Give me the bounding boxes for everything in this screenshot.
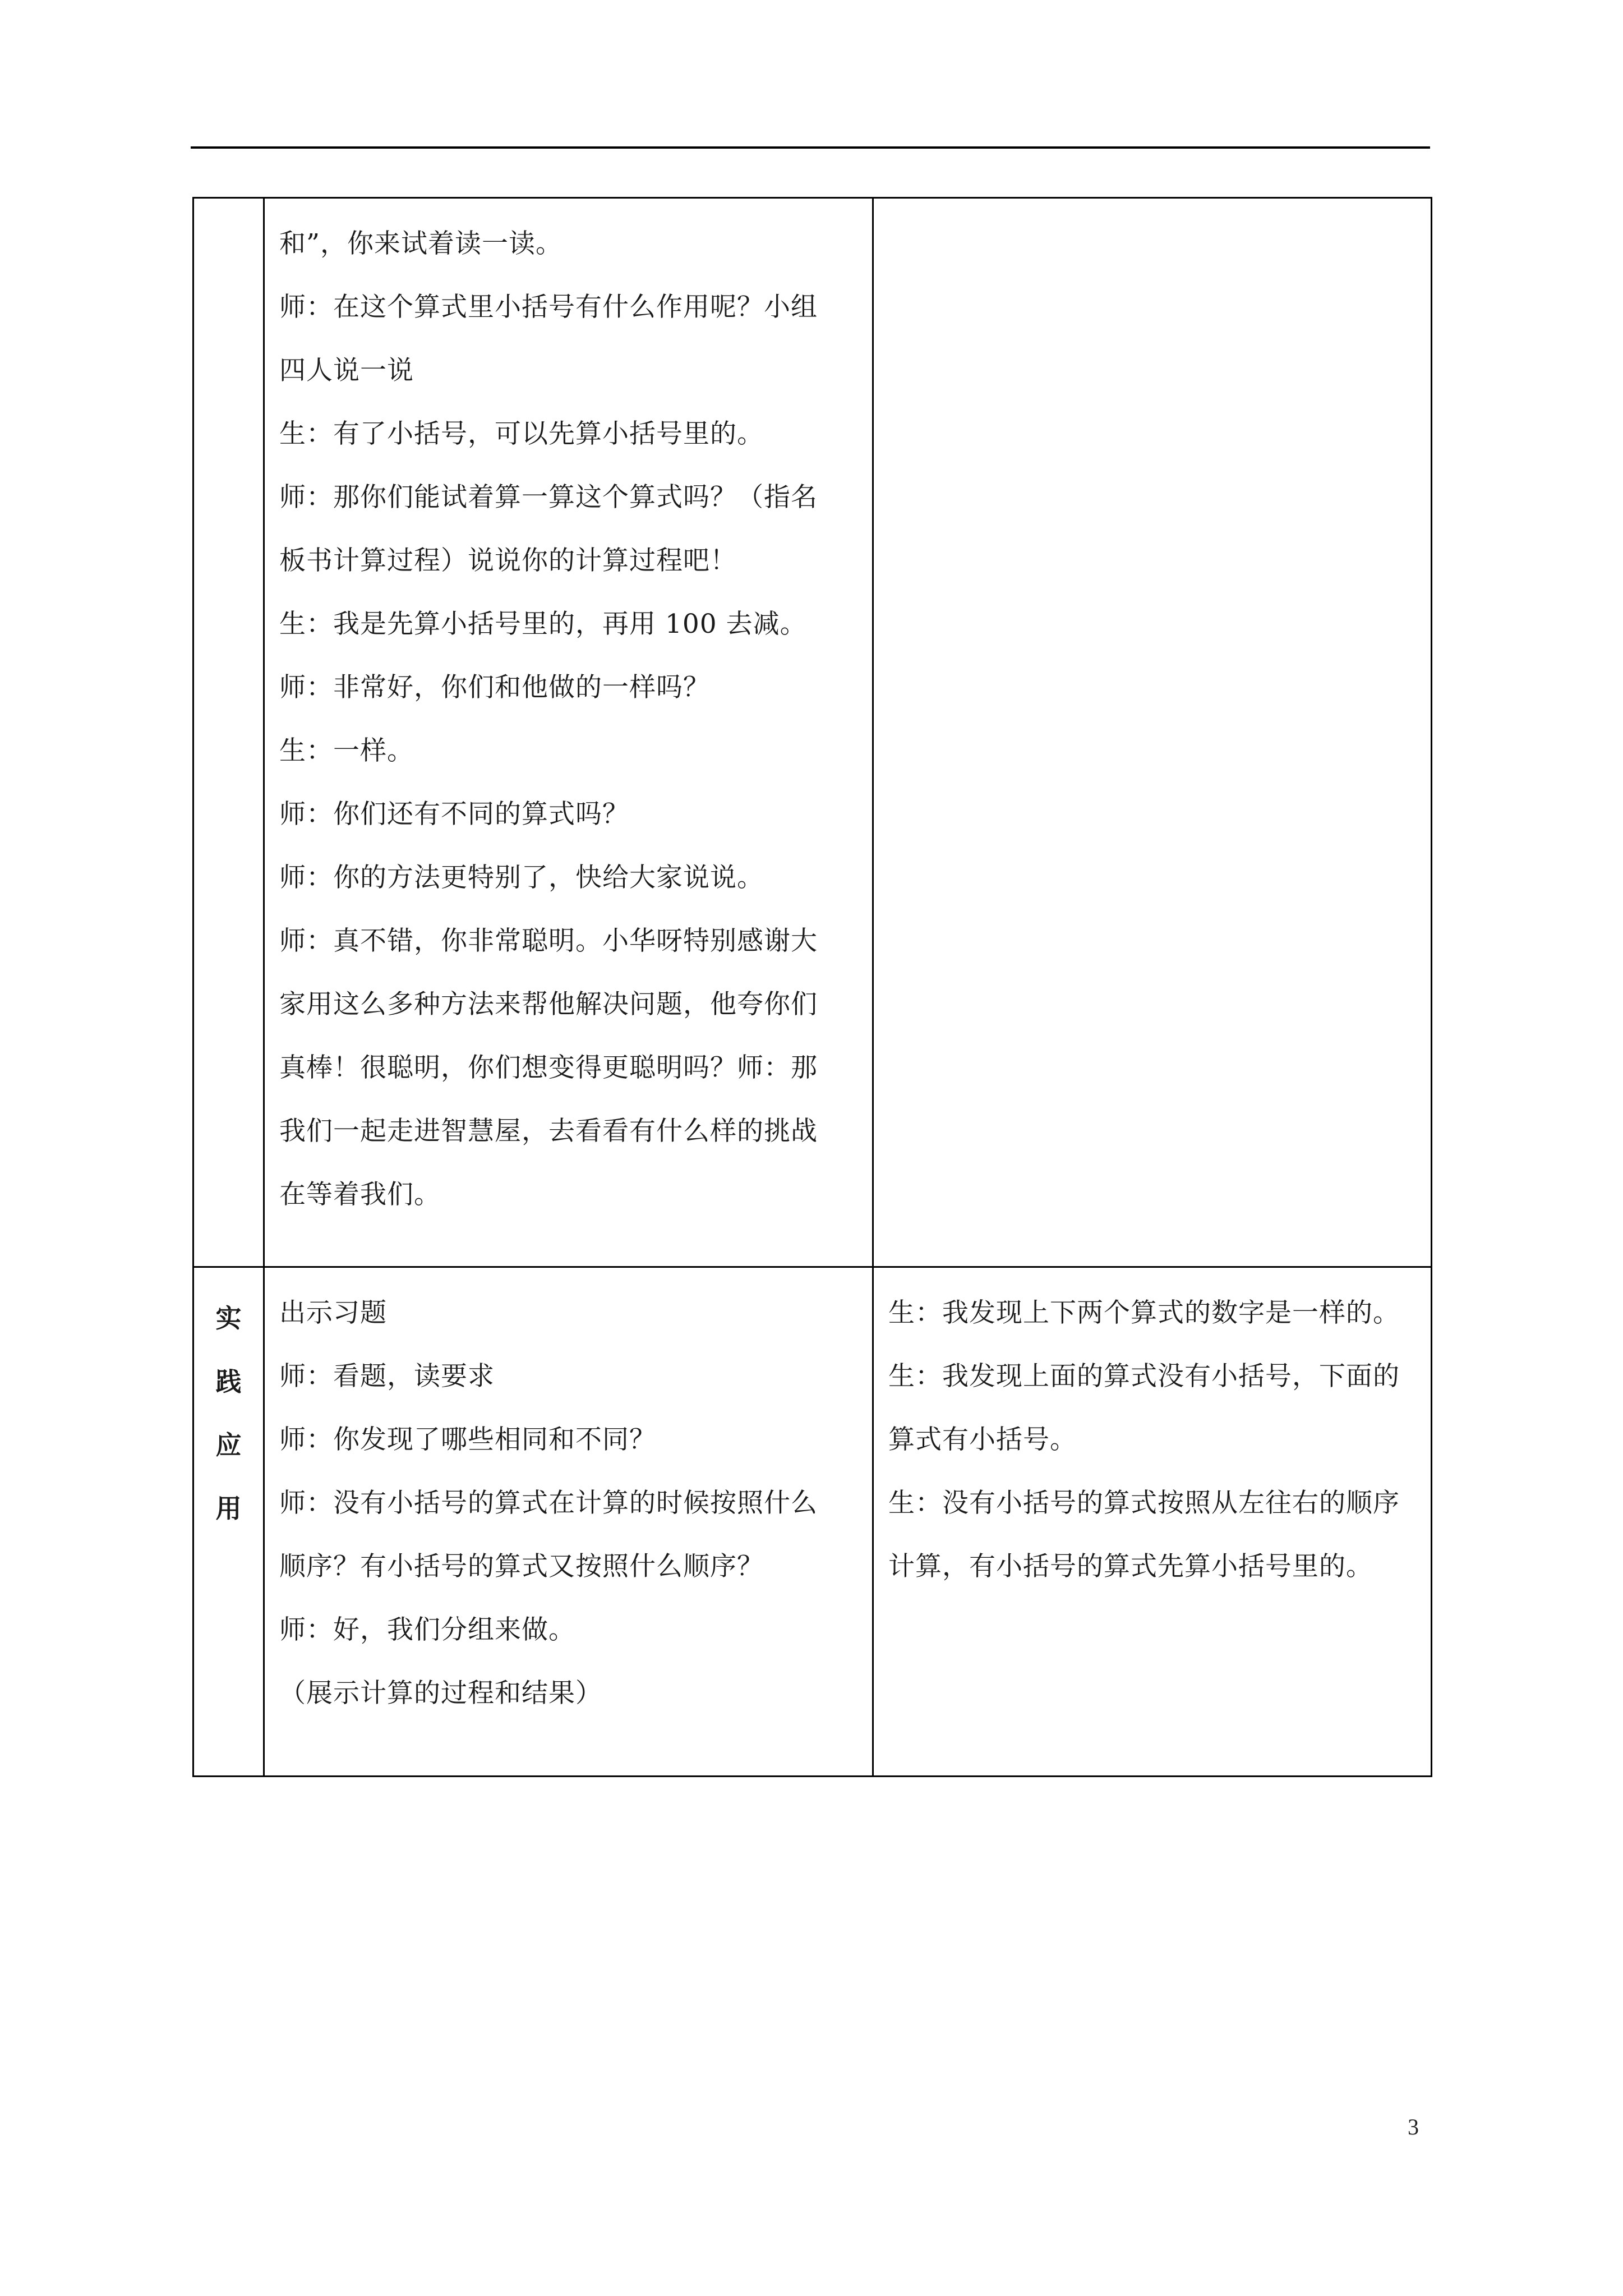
dialogue-line: 师：好，我们分组来做。 bbox=[279, 1614, 575, 1645]
dialogue-line: 我们一起走进智慧屋，去看看有什么样的挑战 bbox=[279, 1116, 818, 1147]
table-row-practice bbox=[193, 1267, 1432, 1777]
student-activity-text bbox=[874, 199, 1431, 212]
dialogue-line: 师：在这个算式里小括号有什么作用呢？小组 bbox=[279, 292, 818, 323]
page-number: 3 bbox=[1408, 2114, 1419, 2139]
dialogue-line: 算式有小括号。 bbox=[888, 1424, 1077, 1455]
dialogue-line: 顺序？有小括号的算式又按照什么顺序？ bbox=[279, 1551, 764, 1582]
dialogue-line: 生：我发现上下两个算式的数字是一样的。 bbox=[888, 1297, 1400, 1328]
teacher-activity-cell bbox=[264, 198, 873, 1267]
dialogue-line: 家用这么多种方法来帮他解决问题，他夸你们 bbox=[279, 989, 818, 1020]
stage-label-char: 实 bbox=[215, 1303, 242, 1333]
stage-cell-empty bbox=[193, 198, 264, 1267]
lesson-plan-table bbox=[192, 197, 1432, 1777]
stage-label-char: 应 bbox=[215, 1430, 242, 1460]
dialogue-line: 师：没有小括号的算式在计算的时候按照什么 bbox=[279, 1488, 818, 1519]
stage-cell bbox=[193, 1267, 264, 1777]
dialogue-line: 师：非常好，你们和他做的一样吗？ bbox=[279, 672, 710, 703]
teacher-activity-cell bbox=[264, 1267, 873, 1777]
dialogue-line: 在等着我们。 bbox=[279, 1179, 441, 1210]
dialogue-line: 四人说一说 bbox=[279, 355, 414, 386]
stage-label-practice-application bbox=[194, 1268, 263, 1540]
dialogue-line: 师：你的方法更特别了，快给大家说说。 bbox=[279, 862, 764, 893]
dialogue-line: 出示习题 bbox=[279, 1297, 387, 1328]
student-activity-cell bbox=[873, 1267, 1432, 1777]
dialogue-line: 生：没有小括号的算式按照从左往右的顺序 bbox=[888, 1488, 1400, 1519]
dialogue-line: 和”，你来试着读一读。 bbox=[279, 228, 563, 259]
student-activity-cell bbox=[873, 198, 1432, 1267]
dialogue-line: 生：我是先算小括号里的，再用 100 去减。 bbox=[279, 609, 807, 639]
dialogue-line: 计算，有小括号的算式先算小括号里的。 bbox=[888, 1551, 1373, 1582]
teacher-activity-text bbox=[265, 1268, 872, 1725]
dialogue-line: 板书计算过程）说说你的计算过程吧！ bbox=[279, 545, 737, 576]
dialogue-line: 生：有了小括号，可以先算小括号里的。 bbox=[279, 418, 764, 449]
dialogue-line: 师：真不错，你非常聪明。小华呀特别感谢大 bbox=[279, 926, 818, 956]
teacher-activity-text bbox=[265, 199, 872, 1226]
stage-label-char: 用 bbox=[215, 1493, 242, 1524]
dialogue-line: 生：一样。 bbox=[279, 735, 414, 766]
dialogue-line: 师：你发现了哪些相同和不同？ bbox=[279, 1424, 656, 1455]
header-rule bbox=[191, 146, 1430, 149]
table-row-continuation bbox=[193, 198, 1432, 1267]
dialogue-line: 师：你们还有不同的算式吗？ bbox=[279, 799, 629, 830]
dialogue-line: 师：看题，读要求 bbox=[279, 1361, 495, 1392]
dialogue-line: 师：那你们能试着算一算这个算式吗？（指名 bbox=[279, 482, 818, 513]
stage-label-char: 践 bbox=[215, 1366, 242, 1397]
dialogue-line: 生：我发现上面的算式没有小括号，下面的 bbox=[888, 1361, 1400, 1392]
student-activity-text bbox=[874, 1268, 1431, 1598]
dialogue-line: 真棒！很聪明，你们想变得更聪明吗？师：那 bbox=[279, 1052, 818, 1083]
dialogue-line: （展示计算的过程和结果） bbox=[279, 1678, 602, 1709]
